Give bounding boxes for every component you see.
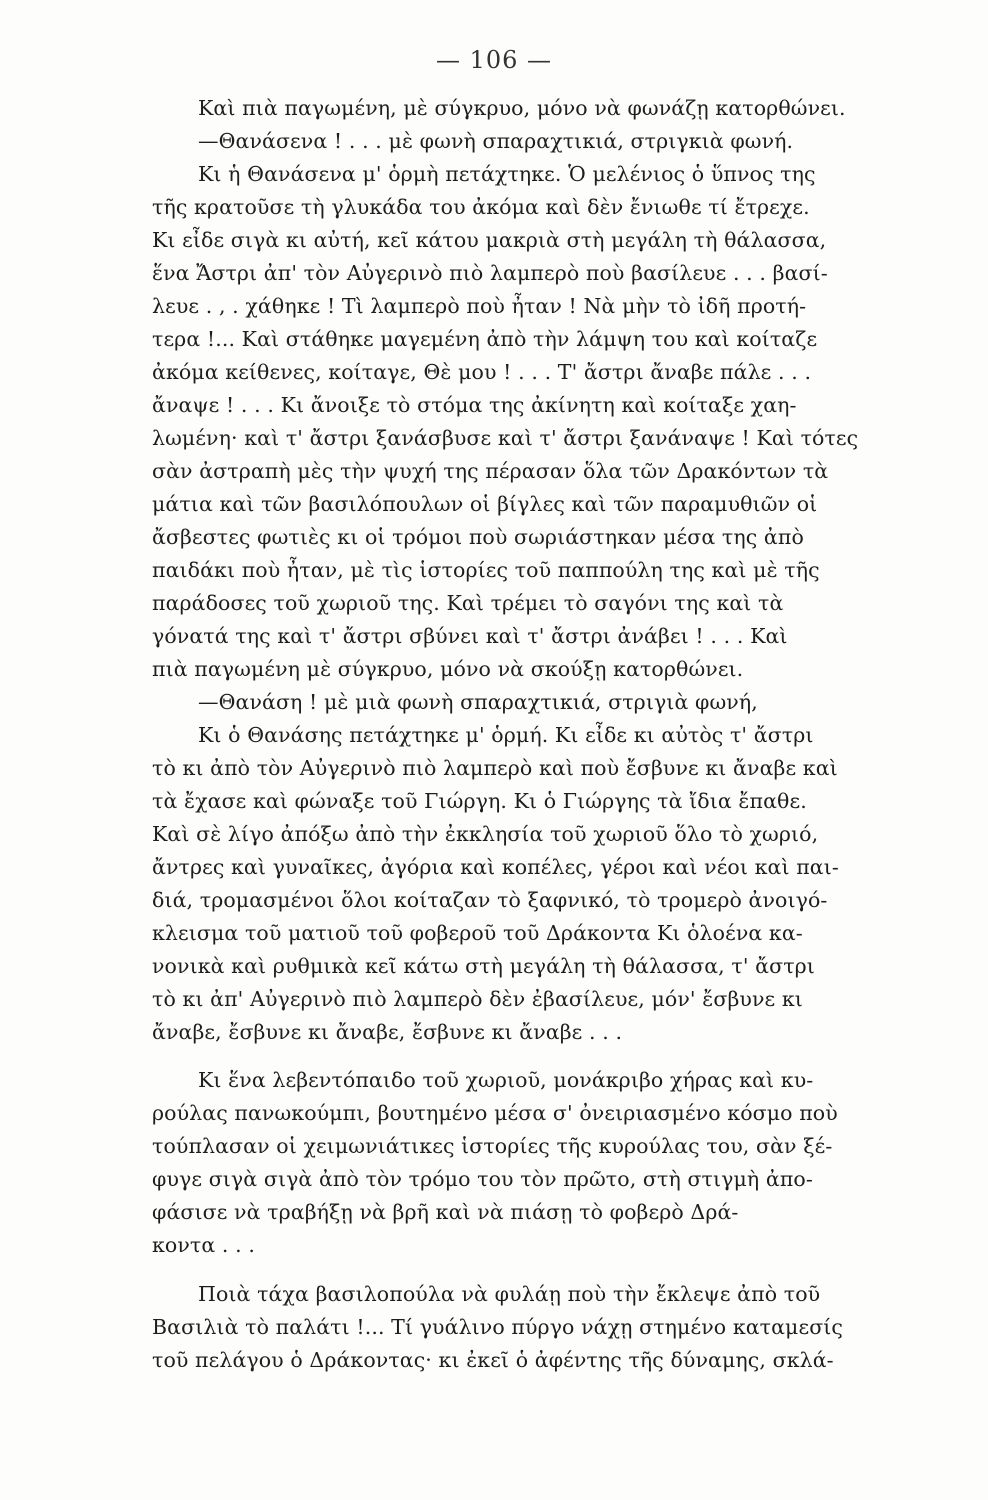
text-line: λωμένη· καὶ τ' ἄστρι ξανάσβυσε καὶ τ' ἄστρι ξανάναψε ! Καὶ τότες (152, 426, 859, 450)
text-line: Ποιὰ τάχα βασιλοπούλα νὰ φυλάῃ ποὺ τὴν ἔκλεψε ἀπὸ τοῦ (198, 1282, 821, 1306)
page-number: — 106 — (435, 46, 553, 74)
text-line: τὰ ἔχασε καὶ φώναξε τοῦ Γιώργη. Κι ὁ Γιώργης τὰ ἴδια ἔπαθε. (152, 789, 807, 813)
text-line: τερα !... Καὶ στάθηκε μαγεμένη ἀπὸ τὴν λάμψη του καὶ κοίταζε (152, 327, 818, 351)
text-line: ἄσβεστες φωτιὲς κι οἱ τρόμοι ποὺ σωριάστηκαν μέσα της ἀπὸ (152, 525, 804, 549)
text-line: παιδάκι ποὺ ἦταν, μὲ τὶς ἱστορίες τοῦ παππούλη της καὶ μὲ τῆς (152, 558, 820, 582)
text-line: Καὶ πιὰ παγωμένη, μὲ σύγκρυο, μόνο νὰ φωνάζῃ κατορθώνει. (198, 96, 846, 120)
text-line: φυγε σιγὰ σιγὰ ἀπὸ τὸν τρόμο του τὸν πρῶτο, στὴ στιγμὴ ἀπο- (152, 1167, 813, 1191)
text-line: λευε . , . χάθηκε ! Τὶ λαμπερὸ ποὺ ἦταν ! Νὰ μὴν τὸ ἰδῆ προτή- (152, 294, 807, 318)
text-line: —Θανάσενα ! . . . μὲ φωνὴ σπαραχτικιά, στριγκιὰ φωνή. (198, 129, 794, 153)
text-line: ἀκόμα κείθενες, κοίταγε, Θὲ μου ! . . . Τ' ἄστρι ἄναβε πάλε . . . (152, 360, 812, 384)
text-line: κλεισμα τοῦ ματιοῦ τοῦ φοβεροῦ τοῦ Δράκοντα Κι ὁλοένα κα- (152, 921, 803, 945)
text-line: Κι ἕνα λεβεντόπαιδο τοῦ χωριοῦ, μονάκριβο χήρας καὶ κυ- (198, 1068, 814, 1092)
text-line: πιὰ παγωμένη μὲ σύγκρυο, μόνο νὰ σκούξῃ κατορθώνει. (152, 657, 744, 681)
text-line: Βασιλιὰ τὸ παλάτι !... Τί γυάλινο πύργο νάχῃ στημένο καταμεσίς (152, 1315, 844, 1339)
text-line: μάτια καὶ τῶν βασιλόπουλων οἱ βίγλες καὶ τῶν παραμυθιῶν οἱ (152, 492, 818, 516)
text-line: ἄναβε, ἔσβυνε κι ἄναβε, ἔσβυνε κι ἄναβε . . . (152, 1020, 623, 1044)
text-line: ἄναψε ! . . . Κι ἄνοιξε τὸ στόμα της ἀκίνητη καὶ κοίταξε χαη- (152, 393, 797, 417)
text-line: τὸ κι ἀπ' Αὐγερινὸ πιὸ λαμπερὸ δὲν ἐβασίλευε, μόν' ἔσβυνε κι (152, 987, 803, 1011)
text-line: κοντα . . . (152, 1233, 255, 1257)
text-line: Κι εἶδε σιγὰ κι αὐτή, κεῖ κάτου μακριὰ στὴ μεγάλη τὴ θάλασσα, (152, 228, 827, 252)
text-line: νονικὰ καὶ ρυθμικὰ κεῖ κάτω στὴ μεγάλη τὴ θάλασσα, τ' ἄστρι (152, 954, 815, 978)
text-line: φάσισε νὰ τραβήξῃ νὰ βρῆ καὶ νὰ πιάσῃ τὸ φοβερὸ Δρά- (152, 1200, 739, 1224)
text-line: παράδοσες τοῦ χωριοῦ της. Καὶ τρέμει τὸ σαγόνι της καὶ τὰ (152, 591, 784, 615)
text-line: διά, τρομασμένοι ὅλοι κοίταζαν τὸ ξαφνικό, τὸ τρομερὸ ἀνοιγό- (152, 888, 828, 912)
text-line: ἄντρες καὶ γυναῖκες, ἀγόρια καὶ κοπέλες, γέροι καὶ νέοι καὶ παι- (152, 855, 839, 879)
text-line: σὰν ἀστραπὴ μὲς τὴν ψυχή της πέρασαν ὅλα τῶν Δρακόντων τὰ (152, 459, 829, 483)
text-line: Κι ἡ Θανάσενα μ' ὁρμὴ πετάχτηκε. Ὁ μελένιος ὁ ὕπνος της (198, 162, 816, 186)
text-line: τοῦ πελάγου ὁ Δράκοντας· κι ἐκεῖ ὁ ἀφέντης τῆς δύναμης, σκλά- (152, 1348, 834, 1372)
text-line: τὸ κι ἀπὸ τὸν Αὐγερινὸ πιὸ λαμπερὸ καὶ ποὺ ἔσβυνε κι ἄναβε καὶ (152, 756, 838, 780)
text-line: γόνατά της καὶ τ' ἄστρι σβύνει καὶ τ' ἄστρι ἀνάβει ! . . . Καὶ (152, 624, 788, 648)
text-line: Κι ὁ Θανάσης πετάχτηκε μ' ὁρμή. Κι εἶδε κι αὐτὸς τ' ἄστρι (198, 723, 814, 747)
text-line: τούπλασαν οἱ χειμωνιάτικες ἱστορίες τῆς κυρούλας του, σὰν ξέ- (152, 1134, 833, 1158)
text-line: ἕνα Ἄστρι ἀπ' τὸν Αὐγερινὸ πιὸ λαμπερὸ ποὺ βασίλευε . . . βασί- (152, 261, 828, 285)
text-line: Καὶ σὲ λίγο ἀπόξω ἀπὸ τὴν ἐκκλησία τοῦ χωριοῦ ὅλο τὸ χωριό, (152, 822, 819, 846)
text-line: —Θανάση ! μὲ μιὰ φωνὴ σπαραχτικιά, στριγιὰ φωνή, (198, 690, 758, 714)
text-line: ρούλας πανωκούμπι, βουτημένο μέσα σ' ὀνειριασμένο κόσμο ποὺ (152, 1101, 838, 1125)
text-line: τῆς κρατοῦσε τὴ γλυκάδα του ἀκόμα καὶ δὲν ἔνιωθε τί ἔτρεχε. (152, 195, 810, 219)
